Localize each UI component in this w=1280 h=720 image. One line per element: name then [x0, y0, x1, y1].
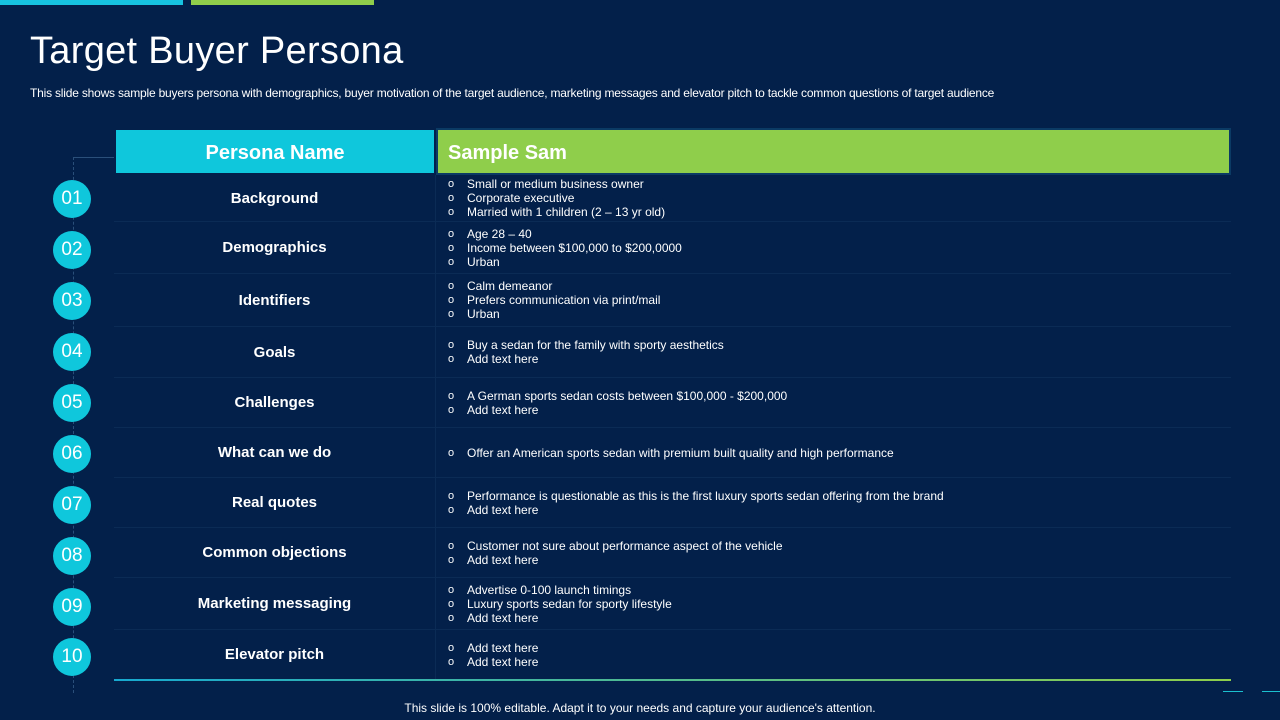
- number-badge: 10: [53, 638, 91, 676]
- list-item-text: Advertise 0-100 launch timings: [467, 582, 632, 597]
- list-item-text: Add text here: [467, 402, 539, 417]
- bullet-icon: o: [448, 308, 455, 320]
- list-item: [448, 177, 1231, 191]
- footer-note: This slide is 100% editable. Adapt it to your needs and capture your audience's attention.: [404, 701, 876, 715]
- row-label: Challenges: [114, 378, 436, 427]
- number-badge: 03: [53, 282, 91, 320]
- table-row: [114, 578, 1231, 630]
- row-bullet-list: [436, 227, 1231, 269]
- number-badge: 02: [53, 231, 91, 269]
- row-bullet-list: [436, 489, 1231, 517]
- bullet-icon: o: [448, 178, 455, 190]
- list-item: [448, 446, 1231, 460]
- row-label: Identifiers: [114, 274, 436, 326]
- table-bottom-rule: [114, 679, 1231, 681]
- row-bullet-list: [436, 641, 1231, 669]
- list-item: [448, 205, 1231, 219]
- list-item: [448, 583, 1231, 597]
- table-row: [114, 478, 1231, 528]
- list-item-text: Luxury sports sedan for sporty lifestyle: [467, 596, 672, 611]
- list-item: [448, 611, 1231, 625]
- list-item: [448, 503, 1231, 517]
- bullet-icon: o: [448, 641, 455, 654]
- row-bullet-list: [436, 539, 1231, 567]
- list-item: [448, 191, 1231, 205]
- list-item-text: Customer not sure about performance aspect of the vehicle: [467, 538, 783, 553]
- header-persona-name: Persona Name: [114, 128, 436, 175]
- bullet-icon: o: [448, 353, 455, 365]
- list-item: [448, 293, 1231, 307]
- row-label: Background: [114, 175, 436, 221]
- table-row: [114, 222, 1231, 274]
- table-row: [114, 428, 1231, 478]
- corner-accent-line: [1262, 691, 1280, 692]
- bullet-icon: o: [448, 597, 455, 610]
- list-item-text: Add text here: [467, 610, 539, 625]
- bullet-icon: o: [448, 539, 455, 552]
- list-item: [448, 307, 1231, 321]
- list-item-text: Income between $100,000 to $200,0000: [467, 240, 682, 255]
- list-item: [448, 597, 1231, 611]
- list-item: [448, 241, 1231, 255]
- list-item-text: Performance is questionable as this is the first luxury sports sedan offering from the brand: [467, 488, 944, 503]
- row-label: What can we do: [114, 428, 436, 477]
- bullet-icon: o: [448, 553, 455, 566]
- list-item-text: Corporate executive: [467, 191, 575, 205]
- row-label: Real quotes: [114, 478, 436, 527]
- list-item-text: A German sports sedan costs between $100,000 - $200,000: [467, 388, 788, 403]
- bullet-icon: o: [448, 489, 455, 502]
- top-accent-bar-cyan: [0, 0, 183, 5]
- table-row: [114, 528, 1231, 578]
- row-label: Common objections: [114, 528, 436, 577]
- row-bullet-list: [436, 389, 1231, 417]
- list-item-text: Small or medium business owner: [467, 177, 644, 191]
- bullet-icon: o: [448, 227, 455, 240]
- list-item-text: Offer an American sports sedan with premium built quality and high performance: [467, 445, 894, 460]
- row-bullet-list: [436, 583, 1231, 625]
- row-label: Goals: [114, 327, 436, 377]
- row-label: Elevator pitch: [114, 630, 436, 679]
- list-item: [448, 403, 1231, 417]
- list-item-text: Age 28 – 40: [467, 226, 532, 241]
- row-label: Marketing messaging: [114, 578, 436, 629]
- list-item-text: Prefers communication via print/mail: [467, 293, 661, 307]
- number-badge: 06: [53, 435, 91, 473]
- number-badge: 04: [53, 333, 91, 371]
- bullet-icon: o: [448, 192, 455, 204]
- list-item-text: Urban: [467, 307, 500, 321]
- list-item-text: Add text here: [467, 552, 539, 567]
- list-item: [448, 352, 1231, 366]
- list-item: [448, 553, 1231, 567]
- persona-table: [114, 128, 1231, 680]
- number-badge: 07: [53, 486, 91, 524]
- bullet-icon: o: [448, 241, 455, 254]
- header-sample-sam: Sample Sam: [436, 128, 1231, 175]
- row-bullet-list: [436, 338, 1231, 366]
- row-bullet-list: [436, 279, 1231, 321]
- list-item: [448, 227, 1231, 241]
- top-accent-bar-green: [191, 0, 374, 5]
- list-item: [448, 338, 1231, 352]
- slide-title: Target Buyer Persona: [30, 30, 404, 72]
- corner-accent-line: [1223, 691, 1243, 692]
- bullet-icon: o: [448, 389, 455, 402]
- list-item: [448, 389, 1231, 403]
- list-item-text: Buy a sedan for the family with sporty aesthetics: [467, 338, 724, 352]
- bullet-icon: o: [448, 655, 455, 668]
- list-item-text: Urban: [467, 254, 500, 269]
- row-bullet-list: [436, 446, 1231, 460]
- list-item-text: Calm demeanor: [467, 279, 553, 293]
- list-item: [448, 279, 1231, 293]
- bullet-icon: o: [448, 446, 455, 459]
- list-item: [448, 489, 1231, 503]
- table-row: [114, 378, 1231, 428]
- bullet-icon: o: [448, 294, 455, 306]
- list-item: [448, 641, 1231, 655]
- number-badge: 01: [53, 180, 91, 218]
- number-badge: 09: [53, 588, 91, 626]
- number-badge: 08: [53, 537, 91, 575]
- table-header: [114, 128, 1231, 175]
- list-item-text: Add text here: [467, 640, 539, 655]
- bullet-icon: o: [448, 611, 455, 624]
- list-item: [448, 655, 1231, 669]
- bullet-icon: o: [448, 583, 455, 596]
- bullet-icon: o: [448, 206, 455, 218]
- list-item-text: Add text here: [467, 502, 539, 517]
- table-row: [114, 630, 1231, 680]
- bullet-icon: o: [448, 255, 455, 268]
- list-item-text: Add text here: [467, 352, 539, 366]
- list-item: [448, 255, 1231, 269]
- table-row: [114, 327, 1231, 378]
- table-row: [114, 175, 1231, 222]
- table-body: [114, 175, 1231, 680]
- table-row: [114, 274, 1231, 327]
- bullet-icon: o: [448, 503, 455, 516]
- slide-subtitle: This slide shows sample buyers persona with demographics, buyer motivation of the target audience, marketing messages and elevator pitch to tackle common questions of target audience: [30, 86, 995, 100]
- row-label: Demographics: [114, 222, 436, 273]
- bullet-icon: o: [448, 339, 455, 351]
- bullet-icon: o: [448, 403, 455, 416]
- row-bullet-list: [436, 177, 1231, 219]
- list-item-text: Add text here: [467, 654, 539, 669]
- bullet-icon: o: [448, 280, 455, 292]
- list-item: [448, 539, 1231, 553]
- list-item-text: Married with 1 children (2 – 13 yr old): [467, 205, 666, 219]
- number-badge: 05: [53, 384, 91, 422]
- timeline-connector: [73, 157, 115, 158]
